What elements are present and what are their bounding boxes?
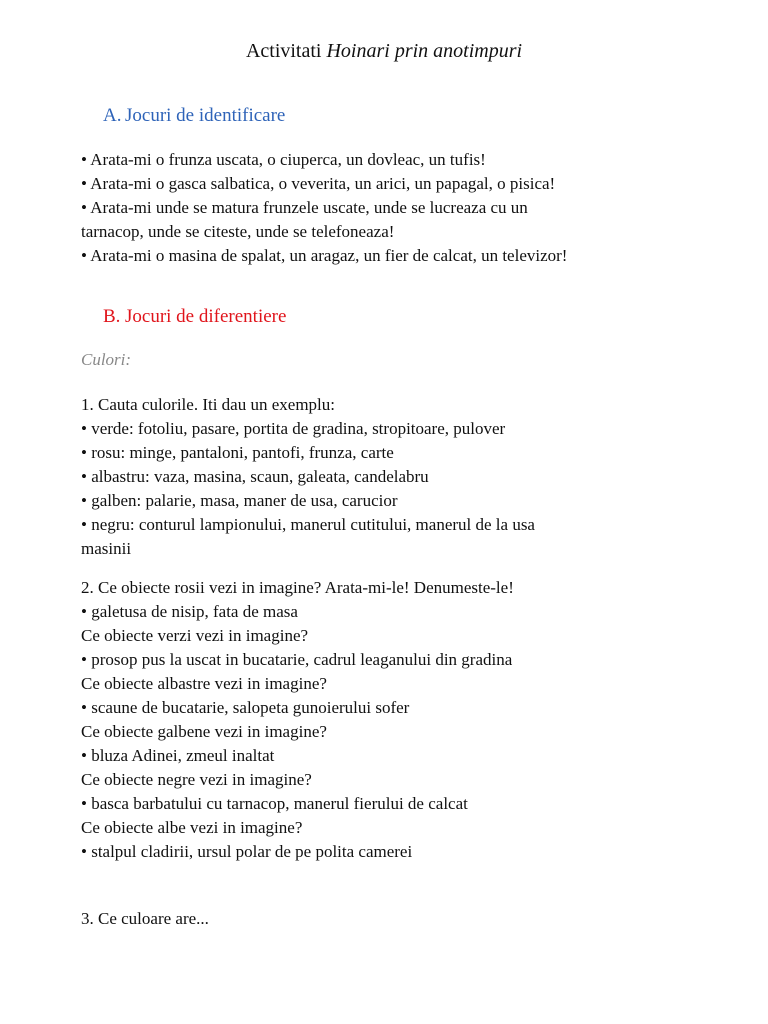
list-item: Ce obiecte verzi vezi in imagine? [81,626,309,645]
list-item: Ce obiecte albastre vezi in imagine? [81,674,327,693]
section-b-number: B. [103,306,121,327]
document-title [0,38,768,64]
section-a-heading [103,104,285,128]
list-item: • basca barbatului cu tarnacop, manerul fierului de calcat [81,794,468,813]
list-item: 2. Ce obiecte rosii vezi in imagine? Arata-mi-le! Denumeste-le! [81,578,514,597]
list-item: • galben: palarie, masa, maner de usa, carucior [81,491,398,510]
exercise-1 [81,393,681,561]
exercise-3: 3. Ce culoare are... [81,909,209,928]
section-b-heading [103,305,286,329]
list-item: • verde: fotoliu, pasare, portita de gradina, stropitoare, pulover [81,419,506,438]
list-item: • Arata-mi unde se matura frunzele uscate, unde se lucreaza cu un [81,198,528,217]
list-item: • stalpul cladirii, ursul polar de pe polita camerei [81,842,413,861]
list-item: 1. Cauta culorile. Iti dau un exemplu: [81,395,335,414]
section-a-list [81,148,681,268]
list-item: • prosop pus la uscat in bucatarie, cadrul leaganului din gradina [81,650,513,669]
list-item: • scaune de bucatarie, salopeta gunoierului sofer [81,698,410,717]
list-item: • Arata-mi o frunza uscata, o ciuperca, un dovleac, un tufis! [81,150,486,169]
list-item: Ce obiecte negre vezi in imagine? [81,770,312,789]
list-item: • Arata-mi o masina de spalat, un aragaz, un fier de calcat, un televizor! [81,246,568,265]
list-item: masinii [81,539,132,558]
list-item: Ce obiecte galbene vezi in imagine? [81,722,327,741]
section-a-number: A. [103,105,122,126]
section-b-heading-text: Jocuri de diferentiere [125,306,287,327]
list-item: • galetusa de nisip, fata de masa [81,602,298,621]
list-item: • negru: conturul lampionului, manerul cutitului, manerul de la usa [81,515,535,534]
exercise-2 [81,576,681,864]
list-item: • bluza Adinei, zmeul inaltat [81,746,275,765]
title-prefix: Activitati [245,40,322,62]
list-item: Ce obiecte albe vezi in imagine? [81,818,303,837]
list-item: • rosu: minge, pantaloni, pantofi, frunza, carte [81,443,394,462]
culori-subheading: Culori: [81,350,132,369]
section-a-heading-text: Jocuri de identificare [125,105,286,126]
list-item: tarnacop, unde se citeste, unde se telefoneaza! [81,222,395,241]
list-item: • albastru: vaza, masina, scaun, galeata, candelabru [81,467,429,486]
title-italic: Hoinari prin anotimpuri [326,40,523,62]
list-item: • Arata-mi o gasca salbatica, o veverita, un arici, un papagal, o pisica! [81,174,556,193]
